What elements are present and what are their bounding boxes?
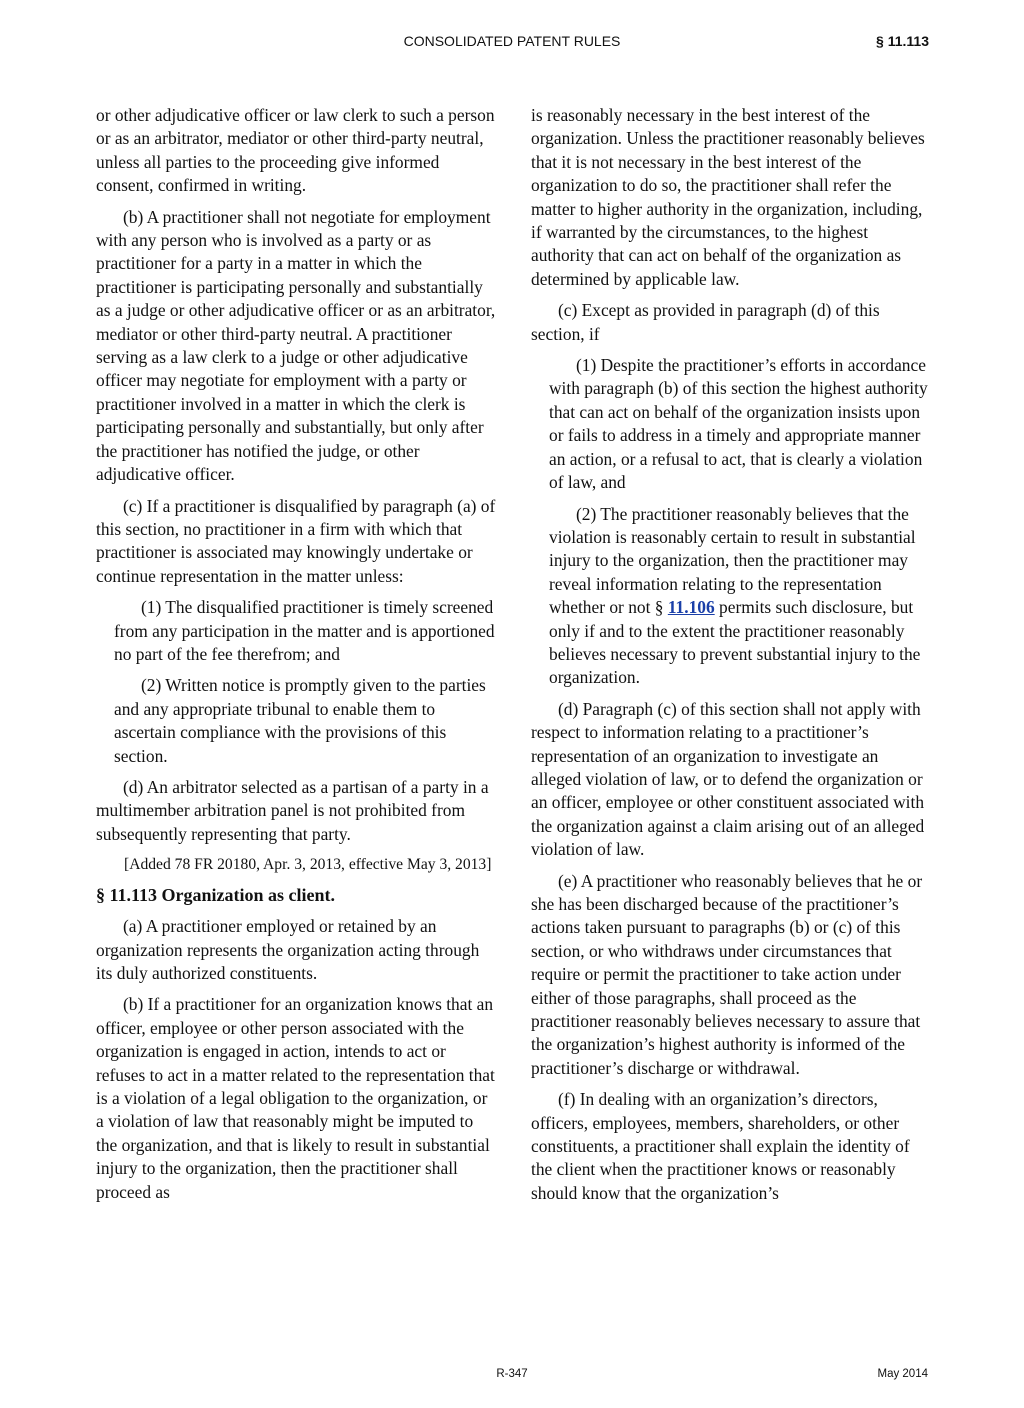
paragraph-continued: or other adjudicative officer or law clerk to such a person or as an arbitrator, mediator or other third-party neutral, unless all parties to the proceeding give informed consent, confirmed in writing. (96, 105, 495, 196)
paragraph-c1: (1) The disqualified practitioner is timely screened from any participation in the matter and is apportioned no part of the fee therefrom; and (114, 597, 495, 664)
left-column (96, 104, 496, 1212)
paragraph-b: (b) A practitioner shall not negotiate for employment with any person who is involved as a party or as practitioner for a party in a matter in which the practitioner is participating personally and substantially as a judge or other adjudicative officer or as an arbitrator, mediator or other third-party neutral. A practitioner serving as a law clerk to a judge or other adjudicative officer may negotiate for employment with a party or practitioner involved in a matter in which the clerk is participating personally and substantially, but only after the practitioner has notified the judge, or other adjudicative officer. (96, 206, 496, 485)
paragraph-e: (e) A practitioner who reasonably believes that he or she has been discharged because of the practitioner’s actions taken pursuant to paragraphs (b) or (c) of this section, or who withdraws under circumstances that require or permit the practitioner to take action under either of those paragraphs, shall proceed as the practitioner reasonably believes necessary to assure that the organization’s highest authority is informed of the practitioner’s discharge or withdrawal. (531, 870, 923, 1078)
right-column (531, 104, 931, 1213)
paragraph-c: (c) If a practitioner is disqualified by paragraph (a) of this section, no practitioner in a firm with which that practitioner is associated may knowingly undertake or continue representation in the matter unless: (96, 495, 496, 586)
paragraph-f: (f) In dealing with an organization’s directors, officers, employees, members, shareholders, or other constituents, a practitioner shall explain the identity of the client when the practitioner knows or reasonably should know that the organization’s (531, 1089, 910, 1203)
paragraph-c2-text-after: permits such disclosure, but only if and to the extent the practitioner reasonably believes necessary to prevent substantial injury to the organization. (549, 597, 921, 688)
paragraph-c2 (549, 503, 931, 690)
section-11-106-link[interactable]: 11.106 (667, 597, 715, 618)
section-heading: § 11.113 Organization as client. (96, 885, 336, 906)
paragraph-d: (d) An arbitrator selected as a partisan of a party in a multimember arbitration panel is not prohibited from subsequently representing that party. (96, 776, 489, 844)
paragraph-c2-text-before: (2) The practitioner reasonably believes that the violation is reasonably certain to result in substantial injury to the organization, then the practitioner may reveal information relating to the representation whether or not § (549, 503, 916, 618)
paragraph-c2: (2) Written notice is promptly given to the parties and any appropriate tribunal to enable them to ascertain compliance with the provisions of this section. (114, 675, 486, 766)
history-note: [Added 78 FR 20180, Apr. 3, 2013, effective May 3, 2013] (124, 856, 492, 874)
page-number: R-347 (496, 1368, 528, 1380)
paragraph-d: (d) Paragraph (c) of this section shall not apply with respect to information relating to a practitioner’s representation of an organization to investigate an alleged violation of law, or to defend the organization or an officer, employee or other constituent associated with the organization against a claim arising out of an alleged violation of law. (531, 698, 925, 860)
header-section-number: § 11.113 (876, 33, 929, 49)
running-header (0, 31, 1024, 53)
header-title: CONSOLIDATED PATENT RULES (403, 33, 621, 49)
paragraph-c: (c) Except as provided in paragraph (d) of this section, if (531, 300, 880, 344)
paragraph-113-a: (a) A practitioner employed or retained by an organization represents the organization acting through its duly authorized constituents. (96, 916, 480, 983)
footer-date: May 2014 (877, 1368, 928, 1380)
paragraph-c1: (1) Despite the practitioner’s efforts in accordance with paragraph (b) of this section the highest authority that can act on behalf of the organization insists upon or fails to address in a timely and appropriate manner an action, or a refusal to act, that is clearly a violation of law, and (549, 355, 928, 493)
paragraph-continued: is reasonably necessary in the best interest of the organization. Unless the practitioner reasonably believes that it is not necessary in the best interest of the organization to do so, the practitioner shall refer the matter to higher authority in the organization, including, if warranted by the circumstances, to the highest authority that can act on behalf of the organization as determined by applicable law. (531, 105, 925, 289)
paragraph-113-b: (b) If a practitioner for an organization knows that an officer, employee or other person associated with the organization is engaged in action, intends to act or refuses to act in a matter related to the representation that is a violation of a legal obligation to the organization, or a violation of law that reasonably might be imputed to the organization, and that is likely to result in substantial injury to the organization, then the practitioner shall proceed as (96, 994, 495, 1202)
